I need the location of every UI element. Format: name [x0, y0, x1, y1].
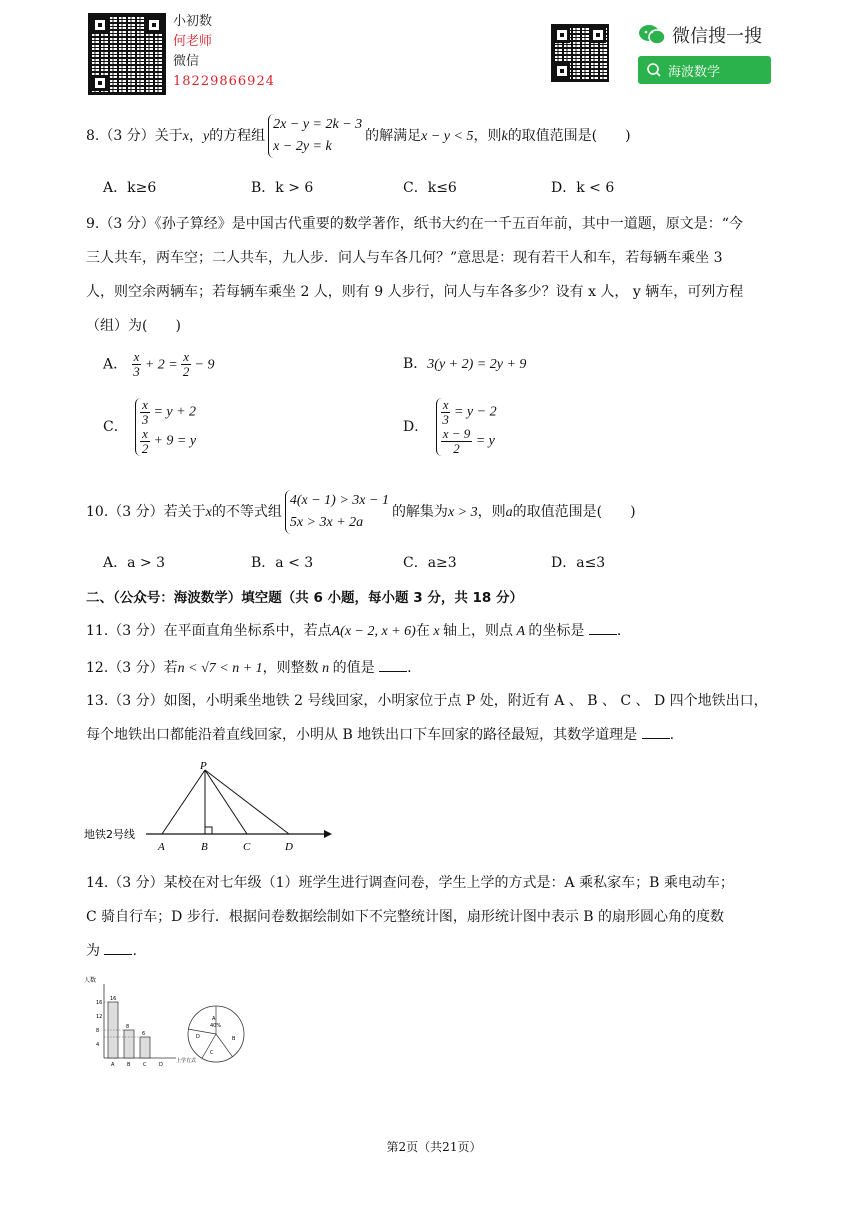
label-P: P — [200, 760, 207, 772]
search-icon — [646, 62, 662, 78]
q14-line-3-end: . — [132, 943, 137, 959]
q9-line-1: 9.（3 分）《孙子算经》是中国古代重要的数学著作，纸书大约在一千五百年前，其中一道题，原文是：“今 — [86, 216, 743, 232]
y-tick-label: 4 — [96, 1042, 100, 1048]
q14-answer-blank[interactable] — [104, 942, 132, 955]
q9-option-b-eq: 3(y + 2) = 2y + 9 — [427, 357, 527, 372]
q14-line-3 — [86, 941, 137, 961]
q9-option-b[interactable] — [403, 354, 526, 375]
q8-text-a: 8.（3 分）关于 — [86, 128, 183, 144]
q8-text-f: 的取值范围是( ) — [507, 128, 631, 144]
q11-text-d: 的坐标是 — [528, 623, 585, 639]
x-axis-label: 上学方式 — [176, 1058, 197, 1064]
q9-option-c-label: C． — [103, 419, 128, 435]
q13-line-1: 13.（3 分）如图，小明乘坐地铁 2 号线回家，小明家位于点 P 处，附近有 A 、 B 、 C 、 D 四个地铁出口， — [86, 693, 768, 709]
q8-eq1: 2x − y = 2k − 3 — [273, 117, 363, 132]
statistics-chart — [84, 972, 254, 1072]
q10-sol: x > 3 — [447, 505, 478, 520]
contact-phone: 18229866924 — [173, 74, 275, 89]
q11-text-e: . — [616, 623, 622, 639]
category-label: C — [143, 1062, 147, 1068]
q9-option-c[interactable]: C． $\frac{x}{3}$ = y + 2 $\frac{x}{2}$ + 9 = y — [103, 397, 197, 456]
q8-option-b[interactable]: B．k > 6 — [251, 180, 314, 196]
q11-text-a: 11.（3 分）在平面直角坐标系中，若点 — [86, 623, 332, 639]
question-10: 10.（3 分）若关于x的不等式组 4(x − 1) > 3x − 1 5x > 3x + 2a 的解集为x > 3，则a的取值范围是( ) — [86, 490, 636, 534]
section-2-heading: 二、（公众号：海波数学）填空题（共 6 小题，每小题 3 分，共 18 分） — [86, 590, 524, 606]
question-8: 8.（3 分）关于x，y的方程组 2x − y = 2k − 3 x − 2y = k 的解满足x − y < 5，则k的取值范围是( ) — [86, 114, 631, 158]
label-C: C — [243, 841, 251, 853]
wechat-search-brand — [638, 22, 762, 48]
q12-text-d: . — [407, 660, 412, 676]
q9-line-3: 人，则空余两辆车；若每辆车乘坐 2 人，则有 9 人步行，问人与车各多少？设有 x 人， y 辆车，可列方程 — [86, 284, 744, 300]
q10-ineq1: 4(x − 1) > 3x − 1 — [289, 493, 389, 508]
segment-PC — [205, 770, 247, 834]
q9-option-a[interactable]: A． $\frac{x}{3}$ + 2 = $\frac{x}{2}$ − 9 — [103, 349, 215, 379]
q12-ineq: n < √7 < n + 1 — [177, 661, 263, 676]
q10-option-d[interactable]: D．a≤3 — [551, 555, 606, 571]
y-axis-label: 人数 — [84, 977, 97, 984]
q8-text-e: ，则 — [473, 128, 502, 144]
q13-line-2 — [86, 725, 674, 745]
category-label: B — [127, 1062, 131, 1068]
q12-text-b: ，则整数 — [262, 660, 319, 676]
q12-text-c: 的值是 — [332, 660, 375, 676]
q14-line-3-text: 为 — [86, 943, 100, 959]
pie-label: A — [212, 1016, 216, 1022]
q10-option-b[interactable]: B．a < 3 — [251, 555, 314, 571]
label-A: A — [158, 841, 165, 853]
label-D: D — [285, 841, 293, 853]
q10-text-d: ，则 — [477, 504, 506, 520]
y-tick-label: 16 — [96, 1000, 103, 1006]
q8-system — [268, 114, 362, 158]
q9-option-a-label: A． — [103, 356, 128, 373]
wechat-icon — [638, 24, 666, 46]
q13-line-2-text: 每个地铁出口都能沿着直线回家，小明从 B 地铁出口下车回家的路径最短，其数学道理是 — [86, 727, 638, 743]
pie-label: B — [232, 1036, 236, 1042]
segment-PA — [162, 770, 205, 834]
q13-line-2-end: . — [669, 727, 675, 743]
qr-code-left — [88, 13, 166, 95]
category-label: A — [111, 1062, 115, 1068]
q10-option-c[interactable]: C．a≥3 — [403, 555, 457, 571]
q9-line-2: 三人共车，两车空；二人共车，九人步．问人与车各几何？”意思是：现有若干人和车，若每辆车乘坐 3 — [86, 250, 723, 266]
q9-line-4: （组）为( ) — [86, 318, 181, 334]
y-tick-label: 8 — [96, 1028, 100, 1034]
q11-text-c: 轴上，则点 — [443, 623, 514, 639]
question-11: 11.（3 分）在平面直角坐标系中，若点A(x − 2, x + 6)在 x 轴上，则点 A 的坐标是 . — [86, 623, 622, 639]
q8-cond: x − y < 5 — [421, 129, 474, 144]
pie-annotation: 40% — [210, 1023, 222, 1029]
q9-option-d-label: D． — [403, 419, 429, 435]
category-label: D — [159, 1062, 163, 1068]
q8-text-d: 的解满足 — [365, 128, 422, 144]
search-button[interactable] — [638, 56, 771, 84]
q8-eq2: x − 2y = k — [273, 139, 332, 154]
qr-code-right — [551, 24, 609, 82]
q8-option-a[interactable]: A．k≥6 — [103, 180, 157, 196]
bar-data-label: 8 — [126, 1024, 130, 1030]
q13-answer-blank[interactable] — [642, 726, 670, 739]
q10-text-c: 的解集为 — [391, 504, 448, 520]
q12-answer-blank[interactable] — [379, 659, 407, 672]
q8-option-c[interactable]: C．k≤6 — [403, 180, 457, 196]
q11-answer-blank[interactable] — [589, 622, 617, 635]
q11-point: A(x − 2, x + 6) — [331, 624, 416, 639]
q14-line-2: C 骑自行车；D 步行．根据问卷数据绘制如下不完整统计图，扇形统计图中表示 B 的扇形圆心角的度数 — [86, 909, 725, 925]
wechat-search-label: 微信搜一搜 — [672, 26, 762, 47]
q14-line-1: 14.（3 分）某校在对七年级（1）班学生进行调查问卷，学生上学的方式是：A 乘私家车；B 乘电动车； — [86, 875, 734, 891]
segment-PD — [205, 770, 289, 834]
contact-line-3: 微信 — [173, 54, 200, 69]
contact-line-2: 何老师 — [173, 34, 213, 49]
q8-text-c: 的方程组 — [209, 128, 266, 144]
contact-info — [173, 12, 275, 92]
bar — [124, 1030, 134, 1058]
pie-label: D — [196, 1034, 200, 1040]
q9-option-b-label: B． — [403, 356, 428, 372]
right-angle-mark — [205, 827, 212, 834]
contact-line-1: 小初数 — [173, 14, 213, 29]
bar — [140, 1037, 150, 1058]
search-button-label: 海波数学 — [668, 64, 721, 80]
y-tick-label: 12 — [96, 1014, 103, 1020]
q10-text-b: 的不等式组 — [211, 504, 282, 520]
pie-label: C — [210, 1050, 214, 1056]
q9-option-d[interactable]: D． $\frac{x}{3}$ = y − 2 $\frac{x - 9}{2}$ = y — [403, 397, 497, 456]
q8-option-d[interactable]: D．k < 6 — [551, 180, 615, 196]
q10-system — [285, 490, 389, 534]
arrow-head — [324, 830, 332, 838]
q10-option-a[interactable]: A．a > 3 — [103, 555, 165, 571]
label-line: 地铁2号线 — [84, 828, 135, 841]
q8-text-b: ， — [188, 128, 203, 144]
label-B: B — [201, 841, 208, 853]
subway-figure — [84, 760, 334, 856]
q12-text-a: 12.（3 分）若 — [86, 660, 178, 676]
q10-text-e: 的取值范围是( ) — [512, 504, 636, 520]
q10-text-a: 10.（3 分）若关于 — [86, 504, 206, 520]
page-footer: 第2页（共21页） — [386, 1140, 482, 1154]
bar-data-label: 6 — [142, 1031, 146, 1037]
q11-text-b: 在 — [415, 623, 430, 639]
q10-ineq2: 5x > 3x + 2a — [289, 515, 364, 530]
question-12: 12.（3 分）若n < √7 < n + 1，则整数 n 的值是 . — [86, 660, 412, 676]
bar-data-label: 16 — [110, 996, 117, 1002]
